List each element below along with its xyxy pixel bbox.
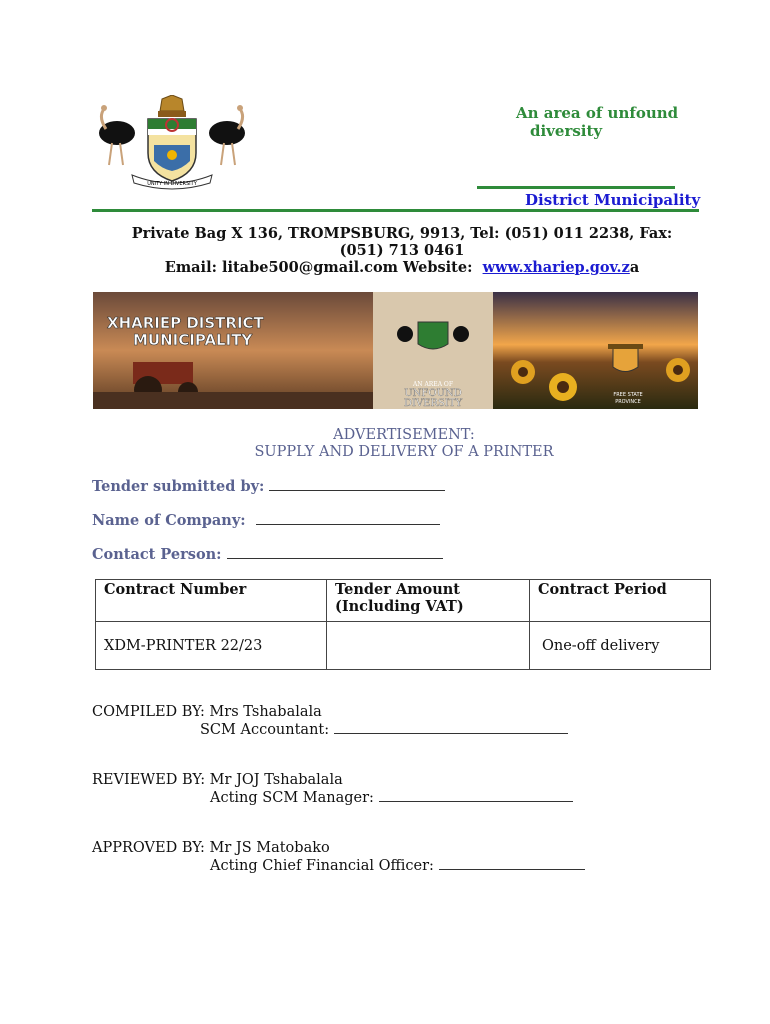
tender-submitted-label: Tender submitted by: [92,478,265,495]
divider-long [92,209,699,212]
banner-center-line3: DIVERSITY [403,398,463,409]
approved-by-text: APPROVED BY: Mr JS Matobako [92,840,330,856]
cell-tender-amount[interactable] [327,622,530,670]
coat-of-arms-icon [92,95,252,190]
reviewed-role: Acting SCM Manager: [210,790,374,806]
header-contract-period: Contract Period [530,580,711,622]
tender-submitted-field [92,478,445,495]
approved-signature-line[interactable] [439,857,585,870]
table-header-row [96,580,711,622]
header-amount-line2: (Including VAT) [335,598,464,615]
header-amount-line1: Tender Amount [335,581,460,598]
company-name-line[interactable] [256,512,440,525]
advert-line1: ADVERTISEMENT: [333,427,475,443]
website-link[interactable]: www.xhariep.gov.z [482,259,630,276]
banner-title-line1: XHARIEP DISTRICT [107,314,264,332]
compiled-by-block [92,704,568,739]
municipality-banner [93,292,698,409]
reviewed-role-row [92,789,573,807]
banner-right-caption1: FREE STATE [613,392,643,398]
header-contract-number: Contract Number [96,580,327,622]
district-label: District Municipality [525,191,701,209]
header-tender-amount [327,580,530,622]
reviewed-by-block [92,772,573,807]
approved-by-block [92,840,585,875]
reviewed-signature-line[interactable] [379,789,573,802]
contact-person-label: Contact Person: [92,546,222,563]
cell-contract-period: One-off delivery [530,622,711,670]
contact-person-line[interactable] [227,546,443,559]
banner-center-line2: UNFOUND [404,388,462,399]
tagline-line1: An area of unfound [516,104,679,122]
email-text: Email: litabe500@gmail.com Website: [164,259,483,276]
contact-person-field [92,546,443,563]
address-line1: Private Bag X 136, TROMPSBURG, 9913, Tel: (051) 011 2238, Fax: [131,225,673,242]
compiled-role-row [92,721,568,739]
table-row [96,622,711,670]
tagline-line2: diversity [530,122,603,140]
crest-motto: UNITY IN DIVERSITY [147,181,197,187]
approved-role-row [92,857,585,875]
company-name-field [92,512,440,529]
address-block [92,225,712,276]
reviewed-by-text: REVIEWED BY: Mr JOJ Tshabalala [92,772,343,788]
banner-title-line2: MUNICIPALITY [133,331,253,349]
compiled-by-text: COMPILED BY: Mrs Tshabalala [92,704,322,720]
contract-table [95,579,711,670]
approved-role: Acting Chief Financial Officer: [210,858,434,874]
address-line2: (051) 713 0461 [339,242,465,259]
website-suffix: a [629,259,640,276]
advert-line2: SUPPLY AND DELIVERY OF A PRINTER [254,444,554,460]
cell-contract-number: XDM-PRINTER 22/23 [96,622,327,670]
advertisement-heading [92,427,716,461]
company-name-label: Name of Company: [92,512,246,529]
banner-right-caption2: PROVINCE [615,399,641,405]
compiled-signature-line[interactable] [334,721,568,734]
tender-submitted-line[interactable] [269,478,445,491]
contact-line [92,259,712,276]
banner-center-line1: AN AREA OF [412,381,454,388]
tagline [516,104,678,140]
compiled-role: SCM Accountant: [200,722,330,738]
divider-short [477,186,675,189]
